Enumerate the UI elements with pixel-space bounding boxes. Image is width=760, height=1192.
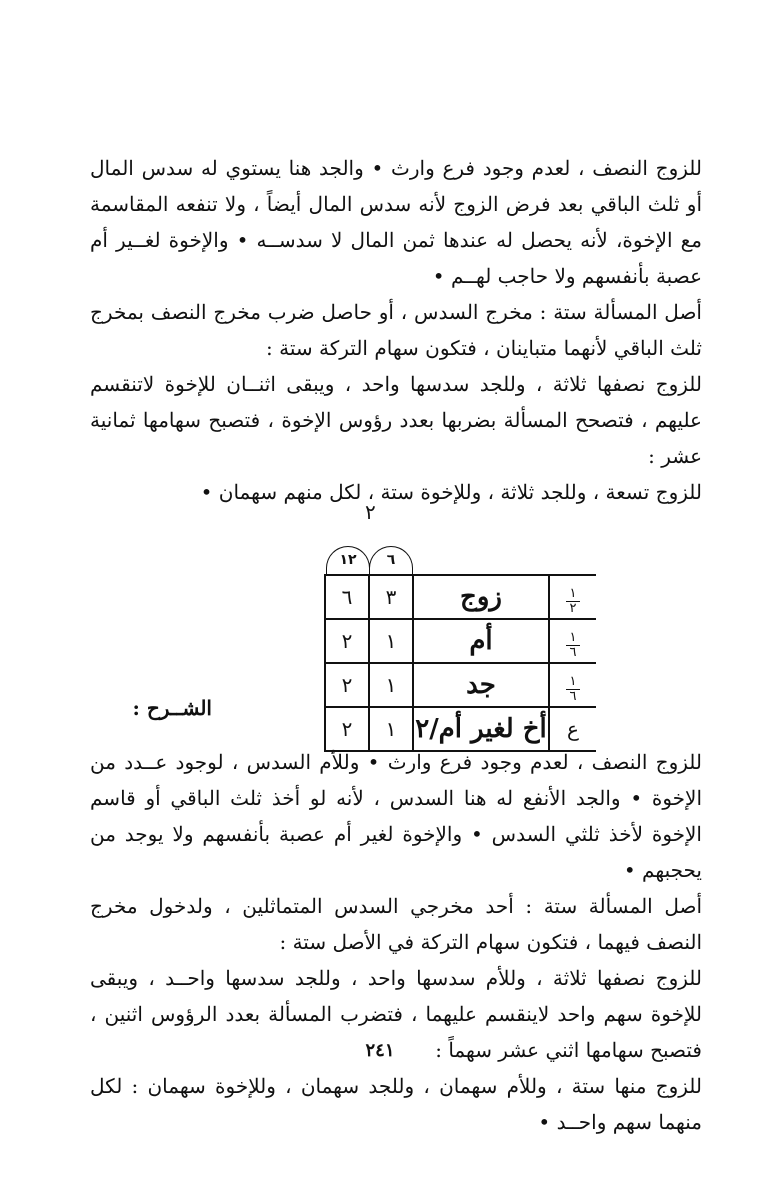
table-row <box>325 575 596 619</box>
page-content <box>90 150 702 1140</box>
share-residuary-mark: ع <box>549 707 596 751</box>
table-row <box>325 619 596 663</box>
base-shares: ١ <box>369 619 413 663</box>
corrected-shares: ٦ <box>325 575 369 619</box>
inheritance-table-area <box>90 500 702 744</box>
column-head-corrected: ١٢ <box>326 546 370 575</box>
paragraph: أصل المسألة ستة : مخرج السدس ، أو حاصل ضرب مخرج النصف بمخرج ثلث الباقي لأنهما متباينان ، فتكون سهام التركة ستة : <box>90 300 702 360</box>
column-head-base: ٦ <box>369 546 413 575</box>
paragraph: للزوج نصفها ثلاثة ، وللأم سدسها واحد ، وللجد سدسها واحــد ، ويبقى للإخوة سهم واحد لاينقسم عليهما ، فتضرب المسألة بعدد الرؤوس اثنين ، فتصبح سهامها اثني عشر سهماً : <box>90 966 702 1062</box>
inheritance-table <box>324 574 596 752</box>
paragraph: للزوج منها ستة ، وللأم سهمان ، وللجد سهمان ، وللإخوة سهمان : لكل منهما سهم واحــد • <box>90 1074 702 1134</box>
paragraph: للزوج النصف ، لعدم وجود فرع وارث • وللأم السدس ، لوجود عــدد من الإخوة • والجد الأنفع له هنا السدس ، لأنه لو أخذ ثلث الباقي أو قاسم الإخوة لأخذ ثلثي السدس • والإخوة لغير أم عصبة بأنفسهم ولا يوجد من يحجبهم • <box>90 750 702 882</box>
share-fraction: $\frac{١}{٢}$ <box>549 575 596 619</box>
paragraph: للزوج تسعة ، وللجد ثلاثة ، وللإخوة ستة ، لكل منهم سهمان • <box>200 480 702 504</box>
share-fraction: $\frac{١}{٦}$ <box>549 663 596 707</box>
paragraph: للزوج نصفها ثلاثة ، وللجد سدسها واحد ، ويبقى اثنــان للإخوة لاتنقسم عليهم ، فتصحح المسألة بضربها بعدد رؤوس الإخوة ، فتصبح سهامها ثمانية عشر : <box>90 372 702 468</box>
sharh-heading: الشــرح : <box>132 696 212 720</box>
heir-name: أخ لغير أم/٢ <box>413 707 549 751</box>
page-number: ٢٤١ <box>365 1040 395 1061</box>
table-row <box>325 707 596 751</box>
paragraph: للزوج النصف ، لعدم وجود فرع وارث • والجد هنا يستوي له سدس المال أو ثلث الباقي بعد فرض الزوج لأنه سدس المال أيضاً ، ولا تنفعه المقاسمة مع الإخوة، لأنه يحصل له عندها ثمن المال لا سدســه • والإخوة لغــير أم عصبة بأنفسهم ولا حاجب لهــم • <box>90 156 703 288</box>
base-shares: ٣ <box>369 575 413 619</box>
base-shares: ١ <box>369 663 413 707</box>
share-fraction: $\frac{١}{٦}$ <box>549 619 596 663</box>
base-shares: ١ <box>369 707 413 751</box>
heir-name: أم <box>413 619 549 663</box>
heir-name: جد <box>413 663 549 707</box>
heir-name: زوج <box>413 575 549 619</box>
corrected-shares: ٢ <box>325 663 369 707</box>
corrected-shares: ٢ <box>325 707 369 751</box>
corrected-shares: ٢ <box>325 619 369 663</box>
paragraph: أصل المسألة ستة : أحد مخرجي السدس المتماثلين ، ولدخول مخرج النصف فيهما ، فتكون سهام التركة في الأصل ستة : <box>90 894 702 954</box>
correction-multiplier-mark: ٢ <box>365 500 376 524</box>
table-row <box>325 663 596 707</box>
